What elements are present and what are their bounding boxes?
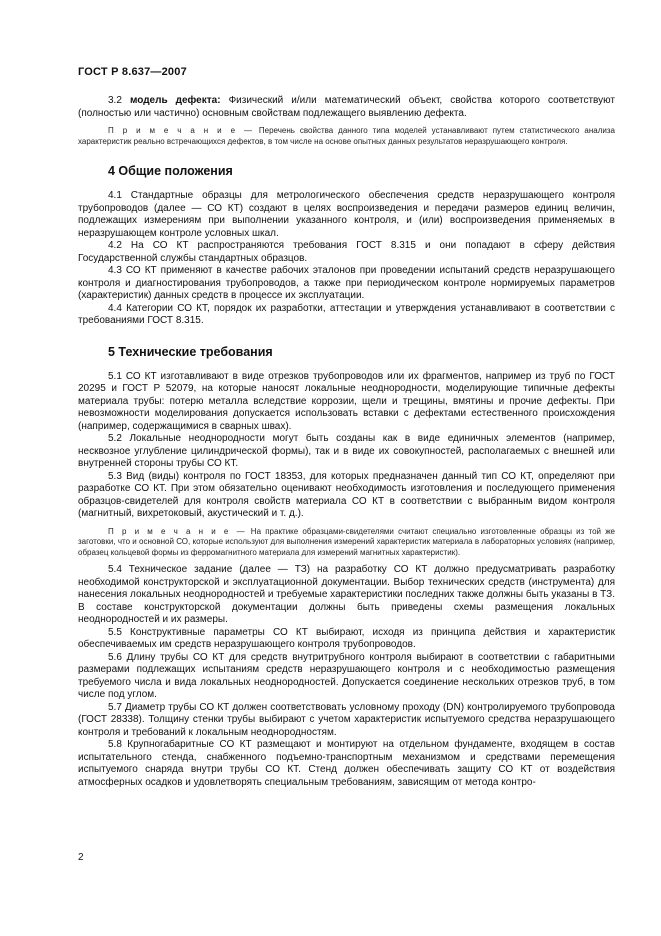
clause-5-2: 5.2 Локальные неоднородности могут быть созданы как в виде единичных элементов (например, несквозное углубление цилиндрической формы), так и в виде их совокупностей, располагаемых с внешней или внутренней стороны трубы СО КТ.	[78, 433, 615, 469]
clause-4-4: 4.4 Категории СО КТ, порядок их разработки, аттестации и утверждения устанавливают в соответствии с требованиями ГОСТ 8.315.	[78, 302, 615, 326]
note-5-3	[78, 527, 615, 559]
clause-5-8: 5.8 Крупногабаритные СО КТ размещают и монтируют на отдельном фундаменте, входящем в состав испытательного стенда, снабженного подъемно-транспортным механизмом и средствами перемещения испытуемого снаряда внутри трубы СО КТ. Стенд должен обеспечивать защиту СО КТ от воздействия атмосферных осадков и удовлетворять специальным требованиям, зависящим от метода контро-	[78, 739, 615, 788]
section-5-title: 5 Технические требования	[108, 344, 273, 359]
note-3-2	[78, 126, 615, 147]
section-4-title: 4 Общие положения	[108, 164, 233, 178]
note-text: На практике образцами-свидетелями считают специально изготовленные образцы из той же заготовки, что и основной СО, которые используют для выполнения измерений характеристик материала в лабораторных условиях (например, образец кольцевой формы из ферромагнитного материала для измерений магнитных характеристик).	[78, 526, 616, 557]
clause-4-2: 4.2 На СО КТ распространяются требования ГОСТ 8.315 и они попадают в сферу действия Государственной службы стандартных образцов.	[78, 240, 615, 264]
term-defect-model: модель дефекта:	[129, 95, 221, 106]
clause-5-1: 5.1 СО КТ изготавливают в виде отрезков трубопроводов или их фрагментов, например из труб по ГОСТ 20295 и ГОСТ Р 52079, на которые наносят локальные неоднородности, моделирующие типичные дефекты материала трубы: потерю металла вследствие коррозии, щели и трещины, вмятины и прочие дефекты. При невозможности моделирования допускается использовать вставки с дефектами естественного происхождения (например, содержащимися в сварных швах).	[78, 370, 615, 432]
clause-4-3: 4.3 СО КТ применяют в качестве рабочих эталонов при проведении испытаний средств неразрушающего контроля и диагностирования трубопроводов, а также при периодическом контроле нормируемых параметров (характеристик) данных средств в процессе их эксплуатации.	[78, 265, 615, 301]
clause-5-5: 5.5 Конструктивные параметры СО КТ выбирают, исходя из принципа действия и характеристик обеспечиваемых им средств неразрушающего контроля трубопроводов.	[78, 626, 615, 650]
note-label: П р и м е ч а н и е —	[108, 526, 247, 536]
clause-5-6: 5.6 Длину трубы СО КТ для средств внутритрубного контроля выбирают в соответствии с габаритными размерами подлежащих испытаниям средств неразрушающего контроля и с необходимостью размещения требуемого числа и вида локальных неоднородностей. Допускается соединение нескольких отрезков труб, в том числе под углом.	[78, 651, 615, 700]
page-number: 2	[78, 852, 84, 863]
note-label: П р и м е ч а н и е —	[108, 126, 254, 135]
document-code-header: ГОСТ Р 8.637—2007	[78, 66, 187, 78]
page-content	[78, 95, 615, 789]
clause-4-1: 4.1 Стандартные образцы для метрологического обеспечения средств неразрушающего контроля трубопроводов (далее — СО КТ) создают в целях воспроизведения и передачи размеров единиц величин, подлежащих измерениям при выполнении указанного контроля, и (или) воспроизведения применяемых в неразрушающем контроле условных шкал.	[78, 190, 615, 239]
clause-text: Физический и/или математический объект, свойства которого соответствуют (полностью или частично) основным свойствам подлежащего выявлению дефекта.	[78, 95, 616, 119]
clause-5-3: 5.3 Вид (виды) контроля по ГОСТ 18353, для которых предназначен данный тип СО КТ, определяют при разработке СО КТ. При этом обязательно оценивают необходимость изготовления и последующего применения образцов-свидетелей для контроля свойств материала СО КТ в соответствии с выбранным видом контроля (магнитный, вихретоковый, акустический и т. д.).	[78, 470, 615, 519]
clause-number: 3.2	[108, 95, 122, 106]
clause-3-2	[78, 95, 615, 120]
clause-5-4: 5.4 Техническое задание (далее — ТЗ) на разработку СО КТ должно предусматривать разработку необходимой конструкторской и эксплуатационной документации. Выбор технических средств (инструмента) для нанесения локальных неоднородностей и требуемые характеристики последних также должны быть указаны в ТЗ. В составе конструкторской документации должны быть приведены схемы размещения локальных неоднородностей и их размеры.	[78, 564, 615, 625]
clause-5-7: 5.7 Диаметр трубы СО КТ должен соответствовать условному проходу (DN) контролируемого трубопровода (ГОСТ 28338). Толщину стенки трубы выбирают с учетом характеристик испытуемого средства неразрушающего контроля и требований к локальным неоднородностям.	[78, 701, 615, 738]
note-text: Перечень свойства данного типа моделей устанавливают путем статистического анализа характеристик реально встречающихся дефектов, в том числе на основе опытных данных результатов неразрушающего контроля.	[78, 126, 615, 146]
